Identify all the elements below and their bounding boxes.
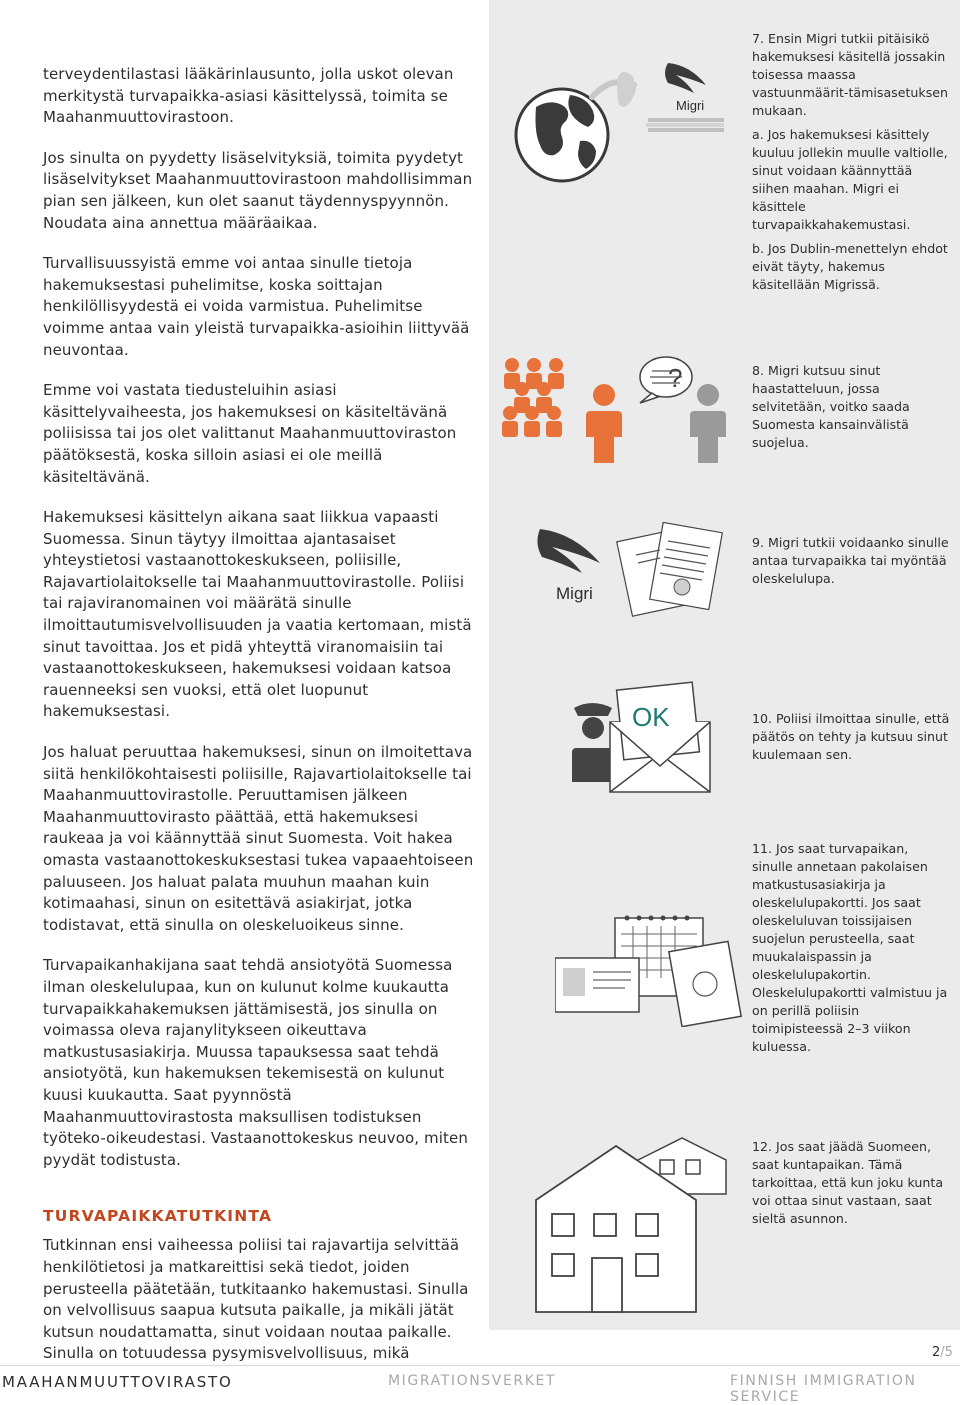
applicant-person-icon (586, 384, 622, 463)
finland-map-icon (617, 72, 636, 107)
globe-icon (516, 89, 608, 181)
step-10-text: 10. Poliisi ilmoittaa sinulle, että päätös on tehty ja kutsuu sinut kuulemaan sen. (752, 711, 950, 762)
section-paragraph: Tutkinnan ensi vaiheessa poliisi tai rajavartija selvittää henkilötietosi ja matkareittisi sekä tiedot, joiden perusteella päätetään, tutkitaanko hakemustasi. Sinulla on velvollisuus saapua kutsuta paikalle, ja mikäli jätät kutsun noudattamatta, sinut voidaan noutaa paikalle. Sinulla on totuudessa pysymisvelvollisuus, mikä (43, 1236, 469, 1363)
people-group-icon (502, 358, 564, 437)
step-9-text: 9. Migri tutkii voidaanko sinulle antaa turvapaikka tai myöntää oleskelulupa. (752, 535, 949, 586)
seal-icon (674, 579, 690, 595)
document-icon (617, 522, 723, 616)
paragraph: terveydentilastasi lääkärinlausunto, jolla uskot olevan merkitystä turvapaikka-asiasi käsittelyssä, toimita se Maahanmuuttovirastoon. (43, 65, 454, 127)
footer-divider (0, 1365, 960, 1366)
step-12 (752, 1138, 952, 1234)
footer (0, 1365, 960, 1405)
paragraph: Turvapaikanhakijana saat tehdä ansiotyötä Suomessa ilman oleskelulupaa, kun on kulunut kolme kuukautta turvapaikkahakemuksen jättämisestä, jos sinulla on voimassa oleva rajanylitykseen oikeuttava matkustusasiakirja. Muussa tapauksessa saat tehdä ansiotyötä, kun hakemuksen tekemisestä on kulunut kuusi kuukautta. Saat pyynnöstä Maahanmuuttovirastosta maksullisen todistuksen työteko-oikeudestasi. Vastaanottokeskus neuvoo, miten pyydät todistusta. (43, 956, 468, 1169)
step-7-text: 7. Ensin Migri tutkii pitäisikö hakemuksesi käsitellä jossakin toisessa maassa vastuunmäärit-tämisasetuksen mukaan. (752, 31, 948, 118)
footer-org-english: FINNISH IMMIGRATION SERVICE (730, 1373, 917, 1405)
housing-illustration (530, 1130, 730, 1320)
step-8-text: 8. Migri kutsuu sinut haastatteluun, jossa selvitetään, voitko saada Suomesta kansainvälistä suojelua. (752, 363, 910, 450)
speech-bubble-icon (640, 357, 692, 403)
envelope-icon (610, 682, 710, 792)
interview-illustration (500, 355, 740, 465)
step-12-text: 12. Jos saat jäädä Suomeen, saat kuntapaikan. Tämä tarkoittaa, että kun joku kunta voi ottaa sinut vastaan, saat sieltä asunnon. (752, 1139, 944, 1226)
paragraph: Jos haluat peruuttaa hakemuksesi, sinun on ilmoitettava siitä henkilökohtaisesti poliisille, Rajavartiolaitokselle tai Maahanmuuttovirastolle. Peruuttamisen jälkeen Maahanmuuttovirasto päättää, että hakemuksesi raukeaa ja voi käännyttää sinut Suomesta. Voit hakea omasta vastaanottokeskuksestasi tukea vapaaehtoiseen paluuseen. Jos haluat palata muuhun maahan kuin kotimaahasi, sinun on esitettävä asiakirjat, jotka todistavat, että sinulla on oleskeluoikeus sinne. (43, 743, 474, 934)
passport-icon (669, 941, 741, 1026)
interviewer-person-icon (690, 384, 726, 463)
step-11 (752, 840, 952, 1062)
question-mark: ? (668, 363, 683, 393)
step-7a-text: a. Jos hakemuksesi käsittely kuuluu jollekin muulle valtiolle, sinut voidaan käännyttää siihen maahan. Migri ei käsittele turvapaikkahakemustasi. (752, 127, 948, 232)
step-7b-text: b. Jos Dublin-menettelyn ehdot eivät täyty, hakemus käsitellään Migrissä. (752, 241, 948, 292)
paragraph: Jos sinulta on pyydetty lisäselvityksiä, toimita pyydetyt lisäselvitykset Maahanmuuttovirastoon mahdollisimman pian sen jälkeen, kun olet saanut täydennyspyynnön. Noudata aina annettua määräaikaa. (43, 148, 473, 232)
paragraph: Turvallisuussyistä emme voi antaa sinulle tietoja hakemuksestasi puhelimitse, koska soittajan henkilöllisyydestä ei voida varmistua. Puhelimitse voimme antaa vain yleistä turvapaikka-asioihin liittyvää neuvontaa. (43, 254, 470, 359)
police-officer-icon (572, 703, 614, 782)
migri-label-large: Migri (556, 584, 593, 603)
section-heading: TURVAPAIKKATUTKINTA (43, 1207, 273, 1226)
page-total: 5 (944, 1345, 953, 1360)
step-10 (752, 710, 952, 770)
globe-illustration (500, 55, 740, 190)
notification-illustration (570, 678, 720, 808)
permit-illustration (555, 912, 745, 1027)
page-separator: / (940, 1345, 945, 1360)
step-9 (752, 534, 952, 594)
migri-label-small: Migri (676, 98, 705, 113)
footer-org-swedish: MIGRATIONSVERKET (388, 1373, 557, 1389)
decision-illustration (530, 515, 740, 625)
footer-org-finnish: MAAHANMUUTTOVIRASTO (2, 1373, 233, 1391)
step-11-text: 11. Jos saat turvapaikan, sinulle annetaan pakolaisen matkustusasiakirja ja oleskelulupakortti. Jos saat oleskeluluvan toissijaisen suojelun perusteella, saat muukalaispassin ja oleskelulupakortin. Oleskelulupakortti valmistuu ja on perillä poliisin toimipisteessä 2–3 viikon kuluessa. (752, 841, 948, 1054)
id-card-icon (555, 958, 639, 1012)
main-text-column (43, 64, 475, 1384)
document-stack-icon (646, 118, 724, 132)
page-number (932, 1345, 953, 1360)
step-7 (752, 30, 952, 300)
paragraph: Emme voi vastata tiedusteluihin asiasi käsittelyvaiheesta, jos hakemuksesi on käsiteltävänä poliisissa tai jos olet valittanut Maahanmuuttoviraston päätöksestä, koska silloin asiasi ei ole meillä käsiteltävänä. (43, 381, 457, 486)
step-8 (752, 362, 952, 458)
paragraph: Hakemuksesi käsittelyn aikana saat liikkua vapaasti Suomessa. Sinun täytyy ilmoittaa ajantasaiset yhteystietosi vastaanottokeskukseen, poliisille, Rajavartiolaitokselle tai Maahanmuuttovirastolle. Poliisi tai rajaviranomainen voi määrätä sinulle ilmoittautumisvelvollisuuden ja vaatia kertomaan, mistä sinut tavoittaa. Jos et pidä yhteyttä viranomaisiin tai vastaanottokeskukseen, hakemuksesi voidaan katsoa rauenneeksi sen vuoksi, että olet luopunut hakemuksestasi. (43, 508, 472, 721)
ok-label: OK (632, 702, 670, 732)
page-current: 2 (932, 1345, 941, 1360)
migri-logo-icon (537, 529, 600, 573)
